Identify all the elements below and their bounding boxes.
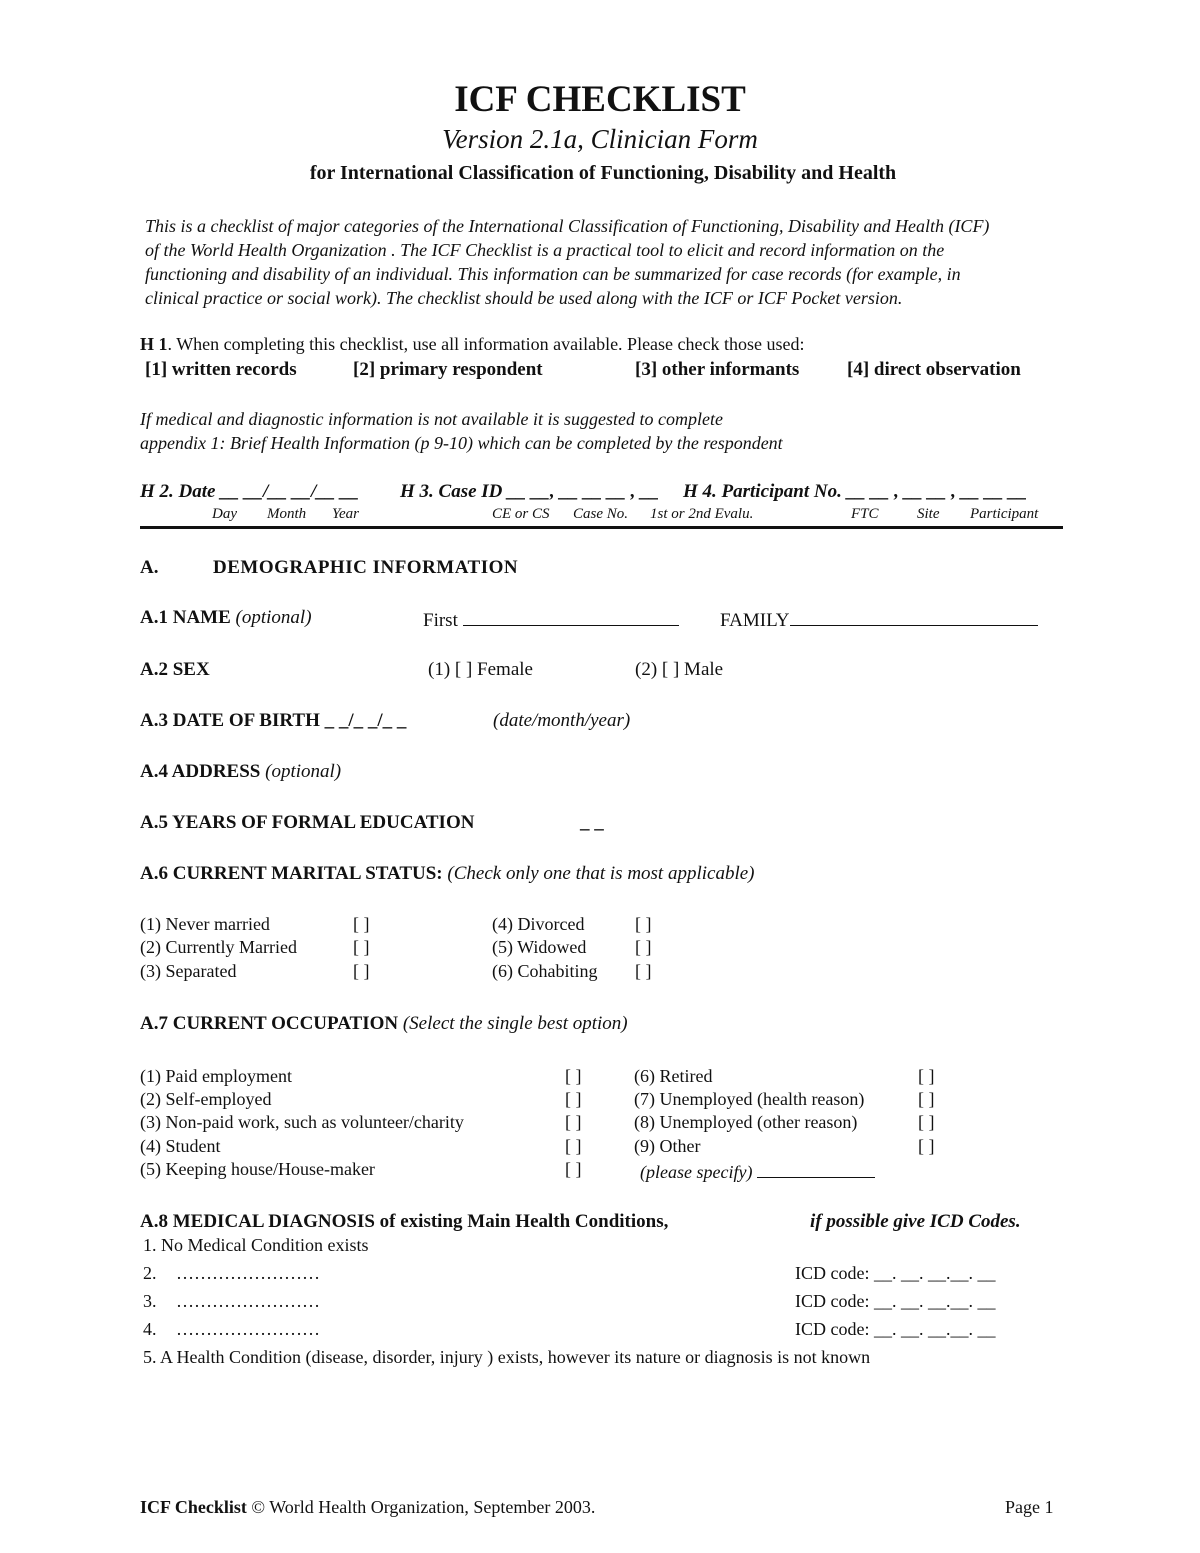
h2-date-field[interactable]: H 2. Date __ __/__ __/__ __	[140, 481, 360, 502]
sub-label-eval: 1st or 2nd Evalu.	[650, 506, 754, 522]
marital-option-label: (3) Separated	[140, 961, 237, 981]
intro-paragraph	[145, 214, 1065, 310]
a1-note: (optional)	[235, 607, 312, 628]
occupation-option-label: (9) Other	[634, 1136, 701, 1156]
h1-text: . When completing this checklist, use all information available. Please check those used:	[167, 334, 805, 354]
a7-row	[140, 1013, 628, 1035]
occupation-option-label: (1) Paid employment	[140, 1066, 292, 1086]
occupation-option-label: (2) Self-employed	[140, 1089, 272, 1109]
occupation-option-label: (7) Unemployed (health reason)	[634, 1089, 865, 1109]
section-a-title: DEMOGRAPHIC INFORMATION	[213, 557, 519, 578]
a4-label: A.4 ADDRESS	[140, 761, 261, 782]
a1-family-field[interactable]	[720, 607, 1038, 632]
h1-option-written[interactable]: [1] written records	[145, 359, 297, 380]
a7-label: A.7 CURRENT OCCUPATION	[140, 1013, 399, 1034]
h1-option-primary[interactable]: [2] primary respondent	[353, 359, 543, 380]
a7-note: (Select the single best option)	[402, 1013, 628, 1034]
intro-line: This is a checklist of major categories of the International Classification of Functioning, Disability and Health (ICF)	[145, 216, 990, 236]
marital-checkbox[interactable]: [ ]	[353, 914, 370, 934]
h3-case-id-field[interactable]: H 3. Case ID __ __, __ __ __ , __	[400, 481, 660, 502]
marital-option-label: (4) Divorced	[492, 914, 585, 934]
a1-family-input[interactable]	[790, 607, 1038, 626]
a2-male-option[interactable]: (2) [ ] Male	[635, 659, 724, 680]
a3-note: (date/month/year)	[493, 710, 631, 731]
sub-label-caseno: Case No.	[573, 506, 629, 522]
page-subtitle: Version 2.1a, Clinician Form	[442, 124, 758, 154]
a2-female-option[interactable]: (1) [ ] Female	[428, 659, 533, 680]
occupation-option-label: (3) Non-paid work, such as volunteer/charity	[140, 1112, 464, 1132]
a4-note: (optional)	[265, 761, 342, 782]
occupation-specify-input[interactable]	[757, 1159, 875, 1178]
marital-checkbox[interactable]: [ ]	[635, 914, 652, 934]
diagnosis-item-5[interactable]: 5. A Health Condition (disease, disorder, injury ) exists, however its nature or diagnosis is not known	[143, 1347, 871, 1367]
a1-first-field[interactable]	[423, 607, 679, 632]
marital-option-label: (1) Never married	[140, 914, 270, 934]
occupation-specify-field[interactable]	[640, 1159, 875, 1183]
occupation-checkbox[interactable]: [ ]	[565, 1136, 582, 1156]
a8-right-note: if possible give ICD Codes.	[810, 1211, 1021, 1232]
footer-copyright-text: © World Health Organization, September 2003.	[246, 1497, 596, 1517]
h1-label: H 1	[140, 334, 168, 354]
appendix-note-line: appendix 1: Brief Health Information (p 9-10) which can be completed by the respondent	[140, 433, 783, 453]
page-subtitle-2: for International Classification of Functioning, Disability and Health	[309, 162, 897, 184]
footer-page-number: Page 1	[1005, 1497, 1054, 1517]
a1-label: A.1 NAME	[140, 607, 231, 628]
a5-label: A.5 YEARS OF FORMAL EDUCATION	[140, 812, 475, 833]
a1-family-label: FAMILY	[720, 610, 790, 631]
footer-copyright	[140, 1497, 595, 1518]
header-divider	[140, 526, 1063, 529]
footer-checklist-label: ICF Checklist	[140, 1497, 247, 1517]
sub-label-cecs: CE or CS	[492, 506, 550, 522]
occupation-checkbox[interactable]: [ ]	[918, 1112, 935, 1132]
marital-option-label: (2) Currently Married	[140, 937, 297, 957]
marital-option-label: (6) Cohabiting	[492, 961, 598, 981]
diagnosis-item-dots[interactable]: ……………………	[176, 1319, 320, 1339]
occupation-checkbox[interactable]: [ ]	[918, 1089, 935, 1109]
appendix-note-line: If medical and diagnostic information is not available it is suggested to complete	[140, 409, 723, 429]
intro-line: clinical practice or social work). The checklist should be used along with the ICF or ICF Pocket version.	[145, 288, 903, 308]
diagnosis-item-dots[interactable]: ……………………	[176, 1291, 320, 1311]
a1-first-label: First	[423, 610, 458, 631]
sub-label-day: Day	[212, 506, 237, 522]
sub-label-ftc: FTC	[851, 506, 879, 522]
a8-label: A.8 MEDICAL DIAGNOSIS of existing Main Health Conditions,	[140, 1211, 669, 1232]
marital-option-label: (5) Widowed	[492, 937, 587, 957]
occupation-option-label: (4) Student	[140, 1136, 221, 1156]
page-title: ICF CHECKLIST	[454, 79, 746, 120]
occupation-checkbox[interactable]: [ ]	[918, 1066, 935, 1086]
h1-option-observation[interactable]: [4] direct observation	[847, 359, 1021, 380]
diagnosis-item-number: 2.	[143, 1263, 157, 1283]
h1-line	[140, 334, 805, 355]
diagnosis-item-1[interactable]: 1. No Medical Condition exists	[143, 1235, 369, 1255]
h4-participant-field[interactable]: H 4. Participant No. __ __ , __ __ , __ __ __	[683, 481, 1028, 502]
intro-line: functioning and disability of an individual. This information can be summarized for case records (for example, in	[145, 264, 961, 284]
occupation-checkbox[interactable]: [ ]	[565, 1159, 582, 1179]
a6-label: A.6 CURRENT MARITAL STATUS:	[140, 863, 443, 884]
occupation-checkbox[interactable]: [ ]	[918, 1136, 935, 1156]
occupation-option-label: (8) Unemployed (other reason)	[634, 1112, 858, 1132]
occupation-checkbox[interactable]: [ ]	[565, 1066, 582, 1086]
marital-checkbox[interactable]: [ ]	[353, 937, 370, 957]
a3-label[interactable]: A.3 DATE OF BIRTH _ _/_ _/_ _	[140, 710, 407, 731]
occupation-specify-label: (please specify)	[640, 1162, 753, 1182]
a2-label: A.2 SEX	[140, 659, 210, 680]
a5-blank[interactable]: _ _	[580, 812, 604, 833]
sub-label-participant: Participant	[970, 506, 1039, 522]
diagnosis-icd-code[interactable]: ICD code: __. __. __.__. __	[795, 1291, 996, 1311]
occupation-checkbox[interactable]: [ ]	[565, 1112, 582, 1132]
sub-label-site: Site	[917, 506, 940, 522]
a1-row	[140, 607, 312, 629]
diagnosis-icd-code[interactable]: ICD code: __. __. __.__. __	[795, 1263, 996, 1283]
diagnosis-item-dots[interactable]: ……………………	[176, 1263, 320, 1283]
intro-line: of the World Health Organization . The ICF Checklist is a practical tool to elicit and record information on the	[145, 240, 945, 260]
occupation-checkbox[interactable]: [ ]	[565, 1089, 582, 1109]
a6-note: (Check only one that is most applicable)	[447, 863, 755, 884]
marital-checkbox[interactable]: [ ]	[635, 961, 652, 981]
a6-row	[140, 863, 755, 885]
diagnosis-item-number: 3.	[143, 1291, 157, 1311]
sub-label-month: Month	[267, 506, 307, 522]
a1-first-input[interactable]	[463, 607, 679, 626]
a4-row	[140, 761, 341, 783]
marital-checkbox[interactable]: [ ]	[635, 937, 652, 957]
diagnosis-icd-code[interactable]: ICD code: __. __. __.__. __	[795, 1319, 996, 1339]
occupation-option-label: (6) Retired	[634, 1066, 713, 1086]
marital-checkbox[interactable]: [ ]	[353, 961, 370, 981]
diagnosis-item-number: 4.	[143, 1319, 157, 1339]
section-a-letter: A.	[140, 557, 159, 578]
sub-label-year: Year	[332, 506, 359, 522]
occupation-option-label: (5) Keeping house/House-maker	[140, 1159, 375, 1179]
h1-option-informants[interactable]: [3] other informants	[635, 359, 800, 380]
